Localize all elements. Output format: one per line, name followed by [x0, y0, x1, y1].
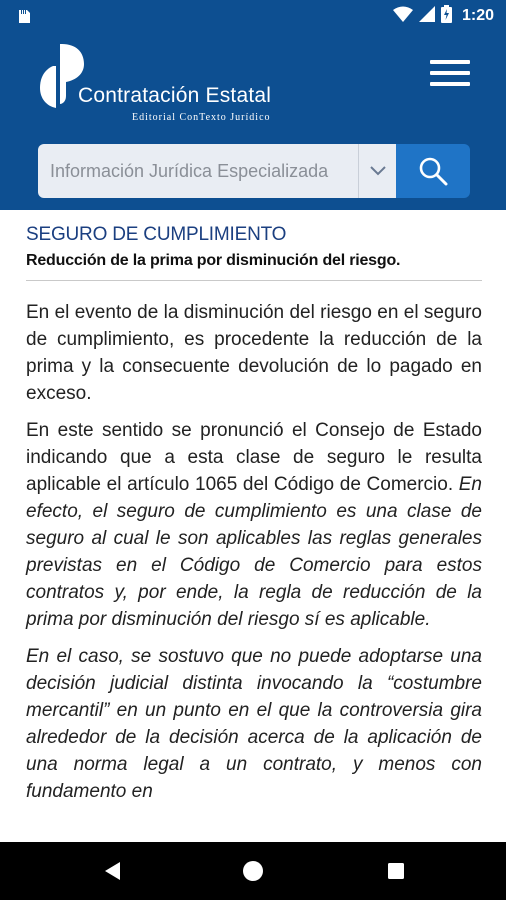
app-header — [0, 32, 506, 210]
search-bar — [38, 144, 470, 198]
menu-button[interactable] — [430, 60, 470, 96]
search-button[interactable] — [396, 144, 470, 198]
article-subtitle: Reducción de la prima por disminución del riesgo. — [26, 252, 401, 269]
logo[interactable] — [40, 44, 320, 124]
paragraph-3-quote: En el caso, se sostuvo que no puede adoptarse una decisión judicial distinta invocando la “costumbre mercantil” en un punto en el que la controversia gira alrededor de la decisión acerca de la aplicación de una norma legal a un contrato, y menos con fundamento en — [26, 646, 482, 802]
logo-title: Contratación Estatal — [78, 84, 272, 107]
recents-button[interactable] — [366, 842, 426, 900]
search-icon — [418, 156, 448, 186]
battery-icon — [441, 5, 452, 28]
article-paragraph-2 — [26, 417, 482, 633]
paragraph-2-text: En este sentido se pronunció el Consejo de Estado indicando que a esta clase de seguro le resulta aplicable el artículo 1065 del Código de Comercio. — [26, 420, 482, 495]
recents-icon — [387, 862, 405, 880]
logo-subtitle: Editorial ConTexto Jurídico — [132, 112, 271, 123]
article-title: SEGURO DE CUMPLIMIENTO — [26, 224, 287, 245]
status-time: 1:20 — [461, 7, 494, 24]
search-dropdown-button[interactable] — [358, 144, 397, 198]
notification-icon — [16, 8, 32, 29]
article-paragraph-3 — [26, 643, 482, 805]
status-bar — [0, 0, 506, 32]
divider — [26, 280, 482, 281]
wifi-icon — [393, 6, 413, 27]
back-button[interactable] — [82, 842, 142, 900]
home-icon — [242, 860, 264, 882]
article-paragraph-1: En el evento de la disminución del riesgo en el seguro de cumplimiento, es procedente la reducción de la prima y la consecuente devolución de lo pagado en exceso. — [26, 302, 482, 404]
search-input[interactable] — [38, 144, 360, 198]
navigation-bar — [0, 842, 506, 900]
home-button[interactable] — [223, 842, 283, 900]
hamburger-icon — [430, 60, 470, 86]
search-field — [38, 144, 360, 198]
paragraph-2-quote: En efecto, el seguro de cumplimiento es una clase de seguro al cual le son aplicables las reglas generales previstas en el Código de Comercio para estos contratos y, por ende, la regla de reducción de la prima por disminución del riesgo sí es aplicable. — [26, 474, 482, 630]
article — [26, 210, 482, 805]
signal-icon — [419, 6, 435, 27]
back-icon — [103, 861, 121, 881]
chevron-down-icon — [370, 166, 386, 176]
